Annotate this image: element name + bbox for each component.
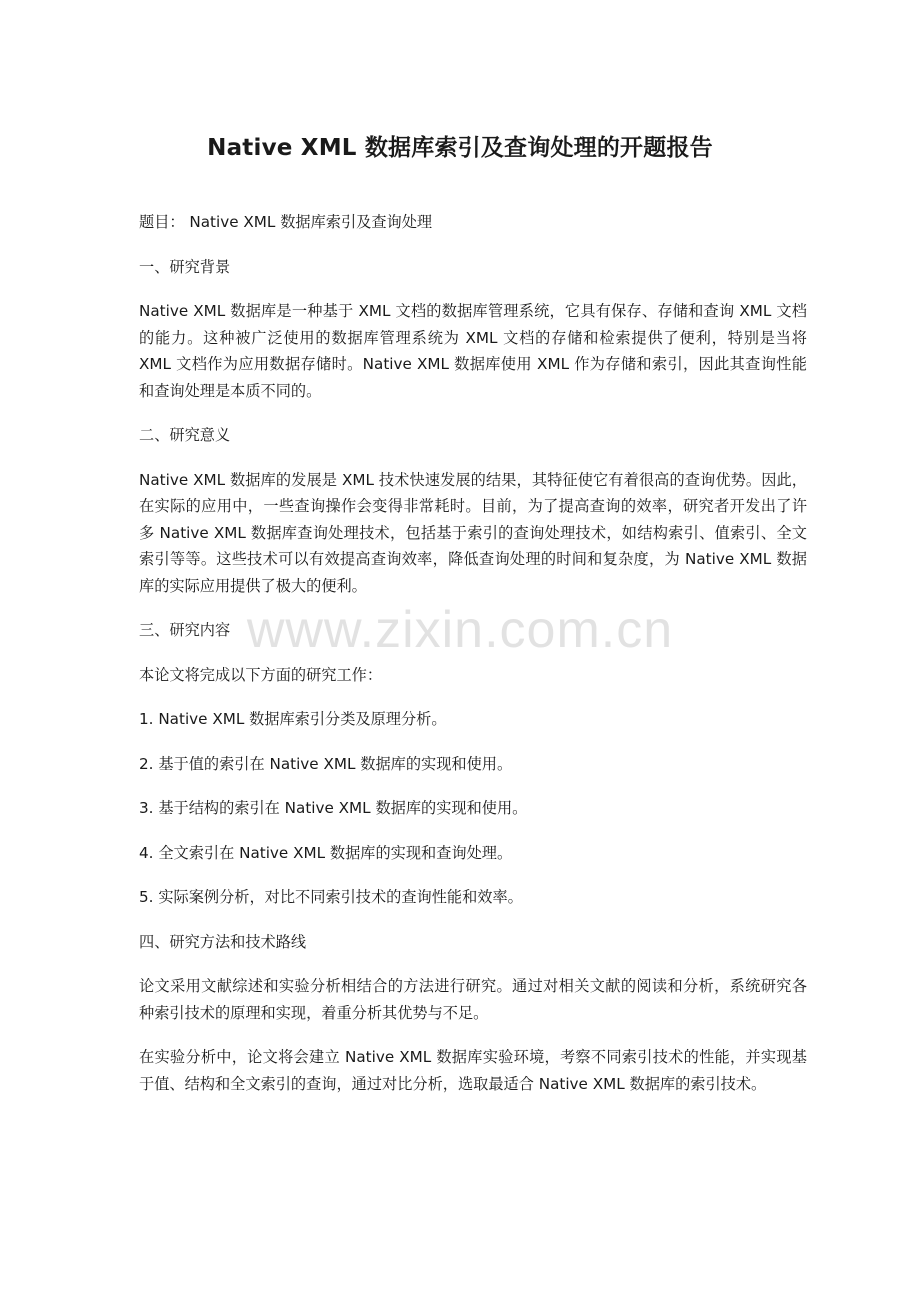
- list-item: 3. 基于结构的索引在 Native XML 数据库的实现和使用。: [139, 799, 528, 817]
- section-heading-background: 一、研究背景: [139, 257, 231, 276]
- topic-line: 题目： Native XML 数据库索引及查询处理: [139, 213, 433, 231]
- section-heading-methods: 四、研究方法和技术路线: [139, 932, 307, 951]
- methods-paragraph: 论文采用文献综述和实验分析相结合的方法进行研究。通过对相关文献的阅读和分析，系统研究各种索引技术的原理和实现，着重分析其优势与不足。: [139, 977, 807, 1022]
- background-paragraph: Native XML 数据库是一种基于 XML 文档的数据库管理系统，它具有保存、存储和查询 XML 文档的能力。这种被广泛使用的数据库管理系统为 XML 文档的存储和检索提供了便利，特别是当将 XML 文档作为应用数据存储时。Native XML 数据库使用 XML 作为存储和索引，因此其查询性能和查询处理是本质不同的。: [139, 302, 807, 400]
- section-heading-content: 三、研究内容: [139, 621, 231, 639]
- watermark: www.zixin.com.cn: [246, 601, 674, 659]
- document-title: Native XML 数据库索引及查询处理的开题报告: [207, 135, 713, 161]
- list-item: 2. 基于值的索引在 Native XML 数据库的实现和使用。: [139, 754, 513, 773]
- significance-paragraph: Native XML 数据库的发展是 XML 技术快速发展的结果，其特征使它有着很高的查询优势。因此，在实际的应用中，一些查询操作会变得非常耗时。目前，为了提高查询的效率，研究者开发出了许多 Native XML 数据库查询处理技术，包括基于索引的查询处理技术，如结构索引、值索引、全文索引等等。这些技术可以有效提高查询效率，降低查询处理的时间和复杂度，为 Native XML 数据库的实际应用提供了极大的便利。: [139, 470, 807, 595]
- document-body: [139, 209, 807, 1115]
- section-heading-significance: 二、研究意义: [139, 426, 231, 444]
- list-item: 4. 全文索引在 Native XML 数据库的实现和查询处理。: [139, 843, 513, 862]
- list-item: 5. 实际案例分析，对比不同索引技术的查询性能和效率。: [139, 888, 523, 906]
- list-item: 1. Native XML 数据库索引分类及原理分析。: [139, 710, 447, 728]
- experiment-paragraph: 在实验分析中，论文将会建立 Native XML 数据库实验环境，考察不同索引技术的性能，并实现基于值、结构和全文索引的查询，通过对比分析，选取最适合 Native XML 数据库的索引技术。: [139, 1048, 807, 1093]
- content-intro: 本论文将完成以下方面的研究工作：: [139, 665, 382, 684]
